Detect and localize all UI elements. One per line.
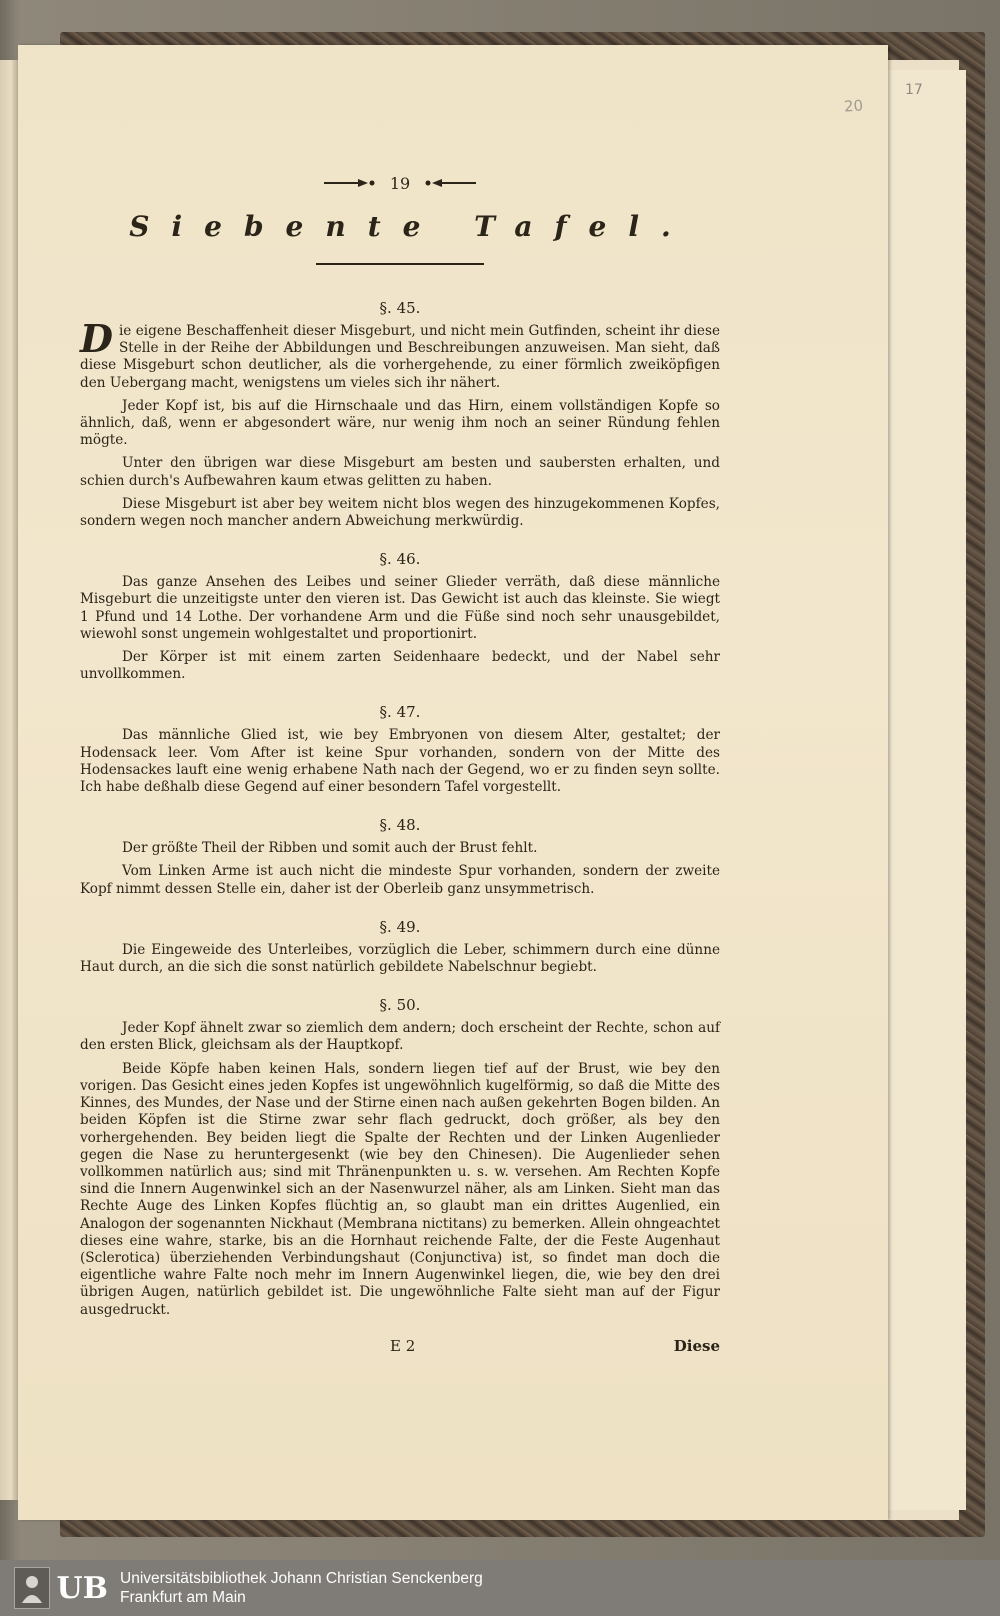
page-footer	[80, 1337, 720, 1357]
paragraph	[80, 316, 720, 392]
section-mark: §. 45.	[379, 299, 421, 317]
paragraph: Vom Linken Arme ist auch nicht die mindeste Spur vorhanden, sondern der zweite Kopf nimmt dessen Stelle ein, daher ist der Oberleib ganz unsymmetrisch.	[80, 863, 720, 897]
catchword: Diese	[673, 1336, 720, 1355]
paragraph: Das ganze Ansehen des Leibes und seiner Glieder verräth, daß diese männliche Misgeburt die unzeitigste unter den vieren ist. Das Gewicht ist auch das kleinste. Sie wiegt 1 Pfund und 14 Lothe. Der vorhandene Arm und die Füße sind noch sehr unausgebildet, wiewohl sonst ungemein wohlgestaltet und proportionirt.	[80, 574, 720, 642]
title-rule	[316, 263, 484, 265]
pencil-folio-note: 20	[843, 96, 864, 116]
library-name-line1: Universitätsbibliothek Johann Christian Senckenberg	[120, 1570, 483, 1587]
paragraph: Der Körper ist mit einem zarten Seidenhaare bedeckt, und der Nabel sehr unvollkommen.	[80, 649, 720, 683]
library-crest-icon	[14, 1567, 50, 1609]
library-name	[120, 1569, 483, 1607]
paragraph-text: ie eigene Beschaffenheit dieser Misgeburt, und nicht mein Gutfinden, scheint ihr diese Stelle in der Reihe der Abbildungen und Beschreibungen anzuweisen. Man sieht, daß diese Misgeburt schon deutlicher, als die vorhergehende, zu einer förmlich zweiköpfigen den Uebergang macht, wenigstens um vieles sich ihr nähert.	[80, 323, 720, 391]
library-footer-bar	[0, 1560, 1000, 1616]
paragraph: Diese Misgeburt ist aber bey weitem nicht blos wegen des hinzugekommenen Kopfes, sondern wegen noch mancher andern Abweichung merkwürdig.	[80, 495, 720, 530]
ub-logo-text: UB	[56, 1570, 108, 1606]
paragraph: Der größte Theil der Ribben und somit auch der Brust fehlt.	[122, 840, 538, 857]
portrait-icon	[20, 1573, 44, 1603]
section-mark: §. 46.	[379, 550, 421, 569]
drop-cap: D	[80, 316, 113, 361]
section-mark: §. 49.	[379, 917, 421, 936]
paragraph: Jeder Kopf ist, bis auf die Hirnschaale und das Hirn, einem vollständigen Kopfe so ähnlich, daß, wenn er abgesondert wäre, nur wenig ihm noch an seiner Ründung fehlen mögte.	[80, 397, 720, 449]
chapter-title: Siebente Tafel.	[129, 210, 693, 243]
section-mark: §. 48.	[379, 816, 421, 835]
paragraph: Die Eingeweide des Unterleibes, vorzüglich die Leber, schimmern durch eine dünne Haut durch, an die sich die sonst natürlich gebildete Nabelschnur begiebt.	[80, 941, 720, 976]
page-number: 19	[389, 173, 411, 193]
paragraph: Unter den übrigen war diese Misgeburt am besten und saubersten erhalten, und schien durch's Aufbewahren kaum etwas gelitten zu haben.	[80, 455, 720, 489]
library-name-line2: Frankfurt am Main	[120, 1589, 246, 1606]
page-text-block	[80, 170, 720, 1357]
facing-page-edge	[0, 60, 19, 1500]
signature-mark: E 2	[390, 1336, 416, 1355]
paragraph: Beide Köpfe haben keinen Hals, sondern liegen tief auf der Brust, wie bey den vorigen. Das Gesicht eines jeden Kopfes ist ungewöhnlich kugelförmig, so daß die Mitte des Kinnes, des Mundes, der Nase und der Stirne einen nach außen gekehrten Bogen bilden. An beiden Köpfen ist die Stirne zwar sehr flach gedruckt, doch größer, als bey den vorhergehenden. Bey beiden liegt die Spalte der Rechten und der Linken Augenlieder gegen die Nase zu heruntergesenkt (wie bey den Chinesen). Die Augenlieder sehen vollkommen natürlich aus; sind mit Thränenpunkten u. s. w. versehen. Am Rechten Kopfe sind die Innern Augenwinkel sich an der Nasenwurzel näher, als am Linken. Sieht man das Rechte Auge des Linken Kopfes flüchtig an, so glaubt man ein drittes Augenlied, ein Analogon der sogenannten Nickhaut (Membrana nictitans) zu bemerken. Allein ohngeachtet dieses eine wahre, starke, bis an die Hornhaut reichende Falte, der die Feste Augenhaut (Sclerotica) überziehenden Verbindungshaut (Conjunctiva) ist, so findet man doch die eigentliche wahre Falte noch mehr im Innern Augenwinkel liegen, die, wie bey den drei übrigen Augen, natürlich gebildet ist. Die ungewöhnliche Falte sieht man auf der Figur ausgedruckt.	[80, 1060, 720, 1318]
section-mark: §. 50.	[379, 996, 421, 1015]
section-mark: §. 47.	[379, 703, 421, 722]
paragraph: Das männliche Glied ist, wie bey Embryonen von diesem Alter, gestaltet; der Hodensack leer. Vom After ist keine Spur vorhanden, sondern von der Mitte des Hodensackes lauft eine wenig erhabene Nath nach der Gegend, wo er zu finden seyn sollte. Ich habe deßhalb diese Gegend auf einer besondern Tafel vorgestellt.	[80, 727, 720, 796]
ub-logo[interactable]	[14, 1568, 108, 1608]
ornament-left-icon	[324, 178, 376, 188]
pencil-margin-note: 17	[905, 82, 923, 98]
paragraph: Jeder Kopf ähnelt zwar so ziemlich dem andern; doch erscheint der Rechte, schon auf den ersten Blick, gleichsam als der Hauptkopf.	[80, 1020, 720, 1054]
ornament-right-icon	[424, 178, 476, 188]
page-header	[80, 170, 720, 196]
